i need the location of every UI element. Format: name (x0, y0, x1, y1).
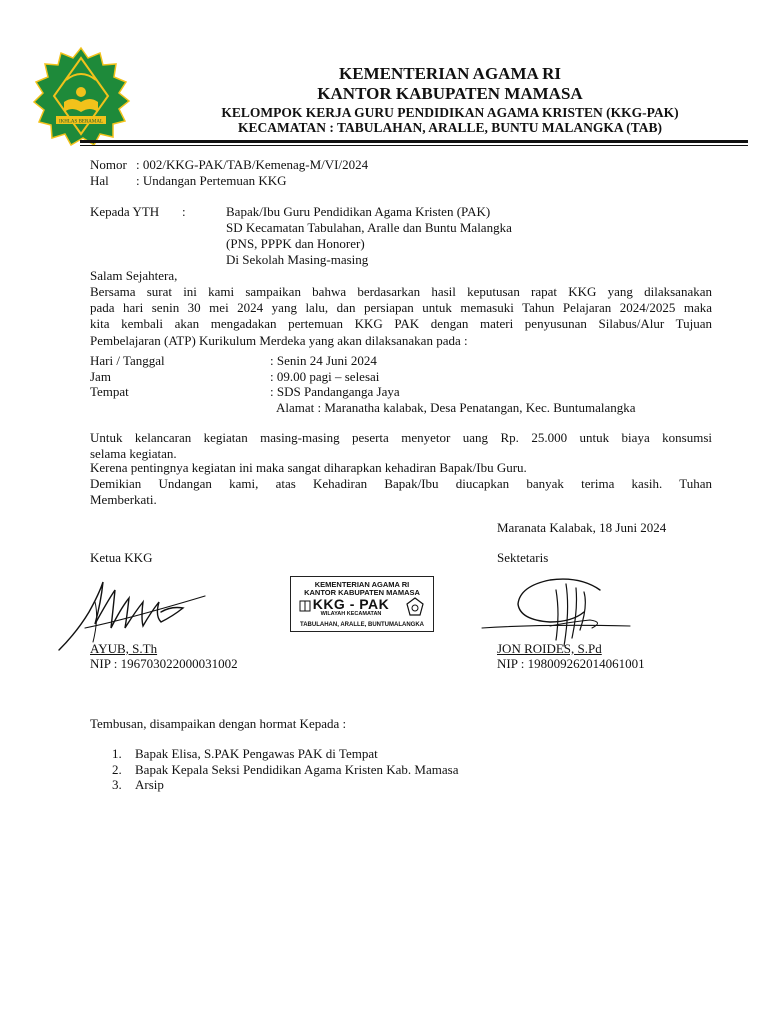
stamp-emblem-icon (405, 597, 425, 617)
kemenag-logo (26, 46, 136, 146)
schedule-value-place: : SDS Pandanganga Jaya (270, 384, 400, 399)
paragraph-line: Untuk kelancaran kegiatan masing-masing peserta menyetor uang Rp. 25.000 untuk biaya konsumsi (90, 430, 712, 445)
date-place: Maranata Kalabak, 18 Juni 2024 (497, 520, 667, 535)
letterhead-ministry: KEMENTERIAN AGAMA RI (339, 64, 561, 83)
stamp-subtitle: WILAYAH KECAMATAN (320, 611, 382, 617)
signer-left-role: Ketua KKG (90, 550, 153, 565)
paragraph-line: Demikian Undangan kami, atas Kehadiran Bapak/Ibu diucapkan banyak terima kasih. Tuhan (90, 476, 712, 491)
paragraph-intro (90, 284, 712, 349)
cc-item-text: Bapak Elisa, S.PAK Pengawas PAK di Tempat (135, 746, 378, 761)
cc-intro: Tembusan, disampaikan dengan hormat Kepada : (90, 716, 347, 731)
paragraph-line: Pembelajaran (ATP) Kurikulum Merdeka yang akan dilaksanakan pada : (90, 332, 468, 348)
stamp-office: KANTOR KABUPATEN MAMASA (304, 588, 420, 597)
paragraph-line: pada hari senin 30 mei 2024 yang lalu, dan persiapan untuk memasuki Tahun Pelajaran 2024/2025 maka (90, 300, 712, 316)
official-stamp (290, 576, 434, 632)
greeting: Salam Sejahtera, (90, 268, 178, 283)
paragraph-line: Bersama surat ini kami sampaikan bahwa berdasarkan hasil keputusan rapat KKG yang dilaksanakan (90, 284, 712, 299)
cc-item-text: Arsip (135, 777, 164, 792)
schedule-address: Alamat : Maranatha kalabak, Desa Penatangan, Kec. Buntumalangka (276, 400, 636, 415)
nomor-label: Nomor (90, 157, 127, 172)
letterhead-office: KANTOR KABUPATEN MAMASA (317, 84, 583, 103)
schedule-value-time: : 09.00 pagi – selesai (270, 369, 380, 384)
stamp-title: KKG - PAK (312, 596, 390, 612)
signer-right-nip: NIP : 198009262014061001 (497, 656, 645, 671)
cc-item-number: 1. (112, 746, 122, 761)
cc-item-text: Bapak Kepala Seksi Pendidikan Agama Kristen Kab. Mamasa (135, 762, 459, 777)
schedule-label-place: Tempat (90, 384, 129, 399)
signer-right-role: Sektetaris (497, 550, 549, 565)
paragraph-attendance: Kerena pentingnya kegiatan ini maka sangat diharapkan kehadiran Bapak/Ibu Guru. (90, 460, 527, 475)
schedule-value-day: : Senin 24 Juni 2024 (270, 353, 377, 368)
schedule-label-time: Jam (90, 369, 111, 384)
paragraph-line: Memberkati. (90, 492, 157, 508)
cc-item-number: 3. (112, 777, 122, 792)
paragraph-fee (90, 430, 712, 462)
nomor-value: : 002/KKG-PAK/TAB/Kemenag-M/VI/2024 (136, 157, 369, 172)
stamp-book-icon (299, 599, 311, 613)
recipient-line: SD Kecamatan Tabulahan, Aralle dan Buntu Malangka (226, 220, 512, 235)
letterhead-group: KELOMPOK KERJA GURU PENDIDIKAN AGAMA KRISTEN (KKG-PAK) (221, 105, 679, 120)
recipient-line: Bapak/Ibu Guru Pendidikan Agama Kristen (PAK) (226, 204, 491, 219)
signer-right-name: JON ROIDES, S.Pd (497, 641, 602, 656)
hal-value: : Undangan Pertemuan KKG (136, 173, 287, 188)
stamp-ministry: KEMENTERIAN AGAMA RI (314, 580, 410, 589)
cc-item-number: 2. (112, 762, 122, 777)
recipient-colon: : (182, 204, 186, 219)
paragraph-closing (90, 476, 712, 508)
stamp-districts: TABULAHAN, ARALLE, BUNTUMALANGKA (300, 622, 424, 628)
hal-label: Hal (90, 173, 109, 188)
recipient-label: Kepada YTH (90, 204, 160, 219)
paragraph-line: kita kembali akan mengadakan pertemuan KKG PAK dengan materi penyusunan Silabus/Alur Tujuan (90, 316, 712, 332)
signer-left-nip: NIP : 196703022000031002 (90, 656, 238, 671)
recipient-line: (PNS, PPPK dan Honorer) (226, 236, 365, 251)
recipient-line: Di Sekolah Masing-masing (226, 252, 369, 267)
logo-ribbon-text: IKHLAS BERAMAL (58, 119, 104, 125)
letterhead-district: KECAMATAN : TABULAHAN, ARALLE, BUNTU MALANGKA (TAB) (237, 120, 663, 135)
paragraph-line: selama kegiatan. (90, 446, 177, 462)
letterhead-rule-thick (80, 140, 748, 143)
letterhead-rule-thin (80, 145, 748, 146)
signer-left-name: AYUB, S.Th (90, 641, 158, 656)
schedule-label-day: Hari / Tanggal (90, 353, 165, 368)
